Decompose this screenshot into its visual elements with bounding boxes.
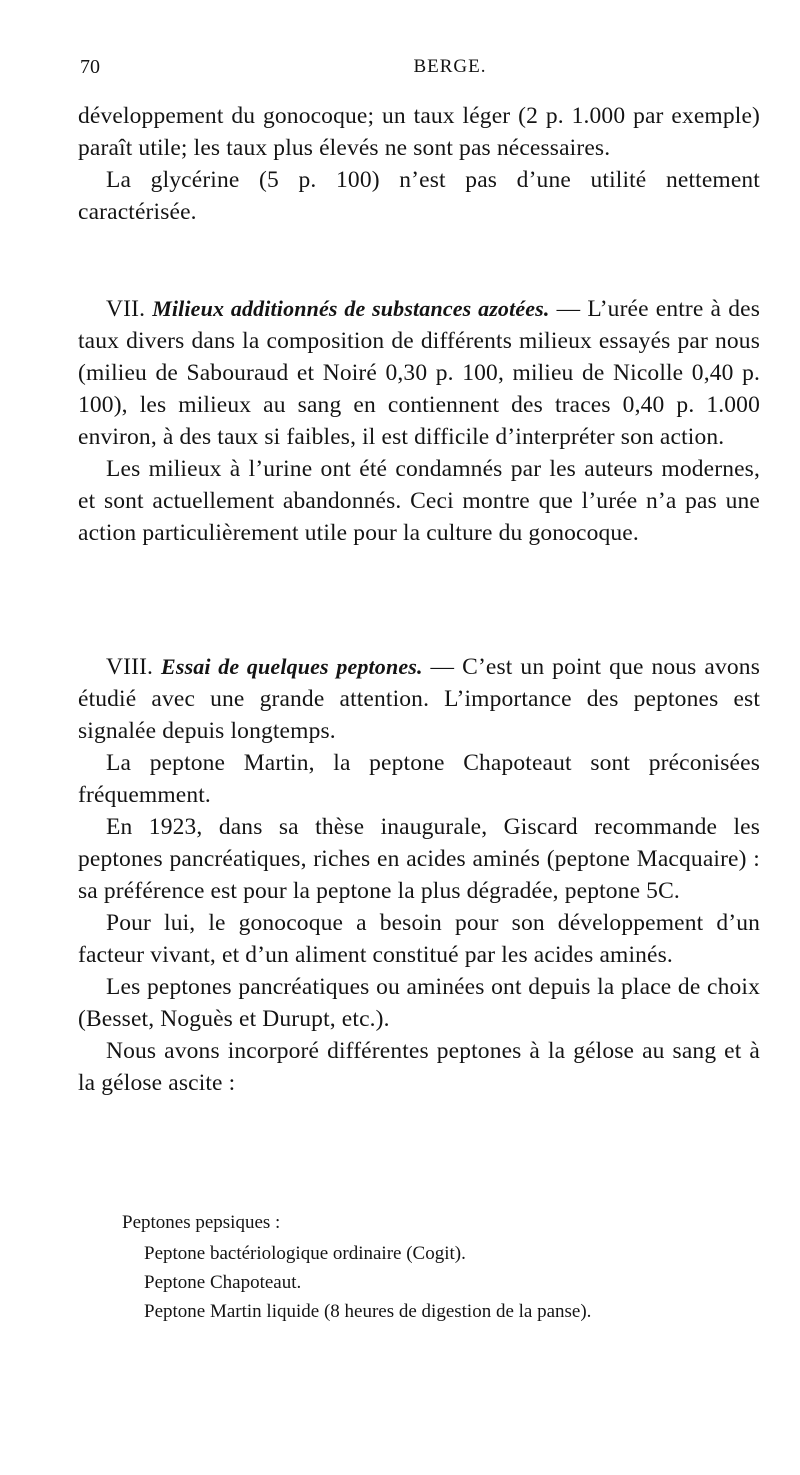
section-viii-paragraph: La peptone Martin, la peptone Chapoteaut sont préconisées fréquemment. xyxy=(78,750,760,808)
peptone-list-items xyxy=(122,1239,742,1326)
section-vii-label: VII. xyxy=(106,296,146,322)
peptone-list-heading: Peptones pepsiques : xyxy=(122,1212,281,1233)
list-item: Peptone Chapoteaut. xyxy=(144,1272,302,1293)
section-vii-lead: — L’urée entre à des taux divers dans la composition de différents milieux essayés par nous (milieu de Sabouraud et Noiré 0,30 p. 100, milieu de Nicolle 0,40 p. 100), les milieux au sang en contiennent des traces 0,40 p. 1.000 environ, à des taux si faibles, il est difficile d’interpréter son action. xyxy=(78,296,760,450)
section-viii-paragraph: Pour lui, le gonocoque a besoin pour son développement d’un facteur vivant, et d’un aliment constitué par les acides aminés. xyxy=(78,910,760,968)
page-number: 70 xyxy=(80,56,100,78)
section-vii-opening xyxy=(78,293,760,453)
section-viii-label: VIII. xyxy=(106,654,154,680)
section-vii-paragraph: Les milieux à l’urine ont été condamnés par les auteurs modernes, et sont actuellement abandonnés. Ceci montre que l’urée n’a pas une action particulièrement utile pour la culture du gonocoque. xyxy=(78,456,760,546)
section-viii-opening xyxy=(78,651,760,747)
paragraph-glycerine: La glycérine (5 p. 100) n’est pas d’une utilité nettement caractérisée. xyxy=(78,167,760,225)
section-viii-lead: — C’est un point que nous avons étudié avec une grande attention. L’importance des peptones est signalée depuis longtemps. xyxy=(78,654,760,744)
list-item: Peptone Martin liquide (8 heures de digestion de la panse). xyxy=(144,1301,592,1322)
paragraph-continuation: développement du gonocoque; un taux léger (2 p. 1.000 par exemple) paraît utile; les taux plus élevés ne sont pas nécessaires. xyxy=(78,103,760,161)
opening-text xyxy=(78,100,760,228)
running-head xyxy=(80,56,760,86)
peptone-list xyxy=(122,1208,742,1326)
section-viii-paragraph: Nous avons incorporé différentes peptones à la gélose au sang et à la gélose ascite : xyxy=(78,1038,760,1096)
section-viii-title: Essai de quelques peptones. xyxy=(161,654,423,679)
section-vii xyxy=(78,293,760,549)
running-title: BERGE. xyxy=(413,56,487,77)
section-viii-paragraph: En 1923, dans sa thèse inaugurale, Giscard recommande les peptones pancréatiques, riches en acides aminés (peptone Macquaire) : sa préférence est pour la peptone la plus dégradée, peptone 5C. xyxy=(78,814,760,904)
section-viii-paragraph: Les peptones pancréatiques ou aminées ont depuis la place de choix (Besset, Noguès et Durupt, etc.). xyxy=(78,974,760,1032)
list-item: Peptone bactériologique ordinaire (Cogit). xyxy=(144,1243,466,1264)
section-vii-title: Milieux additionnés de substances azotées. xyxy=(152,296,550,321)
section-viii xyxy=(78,651,760,1099)
